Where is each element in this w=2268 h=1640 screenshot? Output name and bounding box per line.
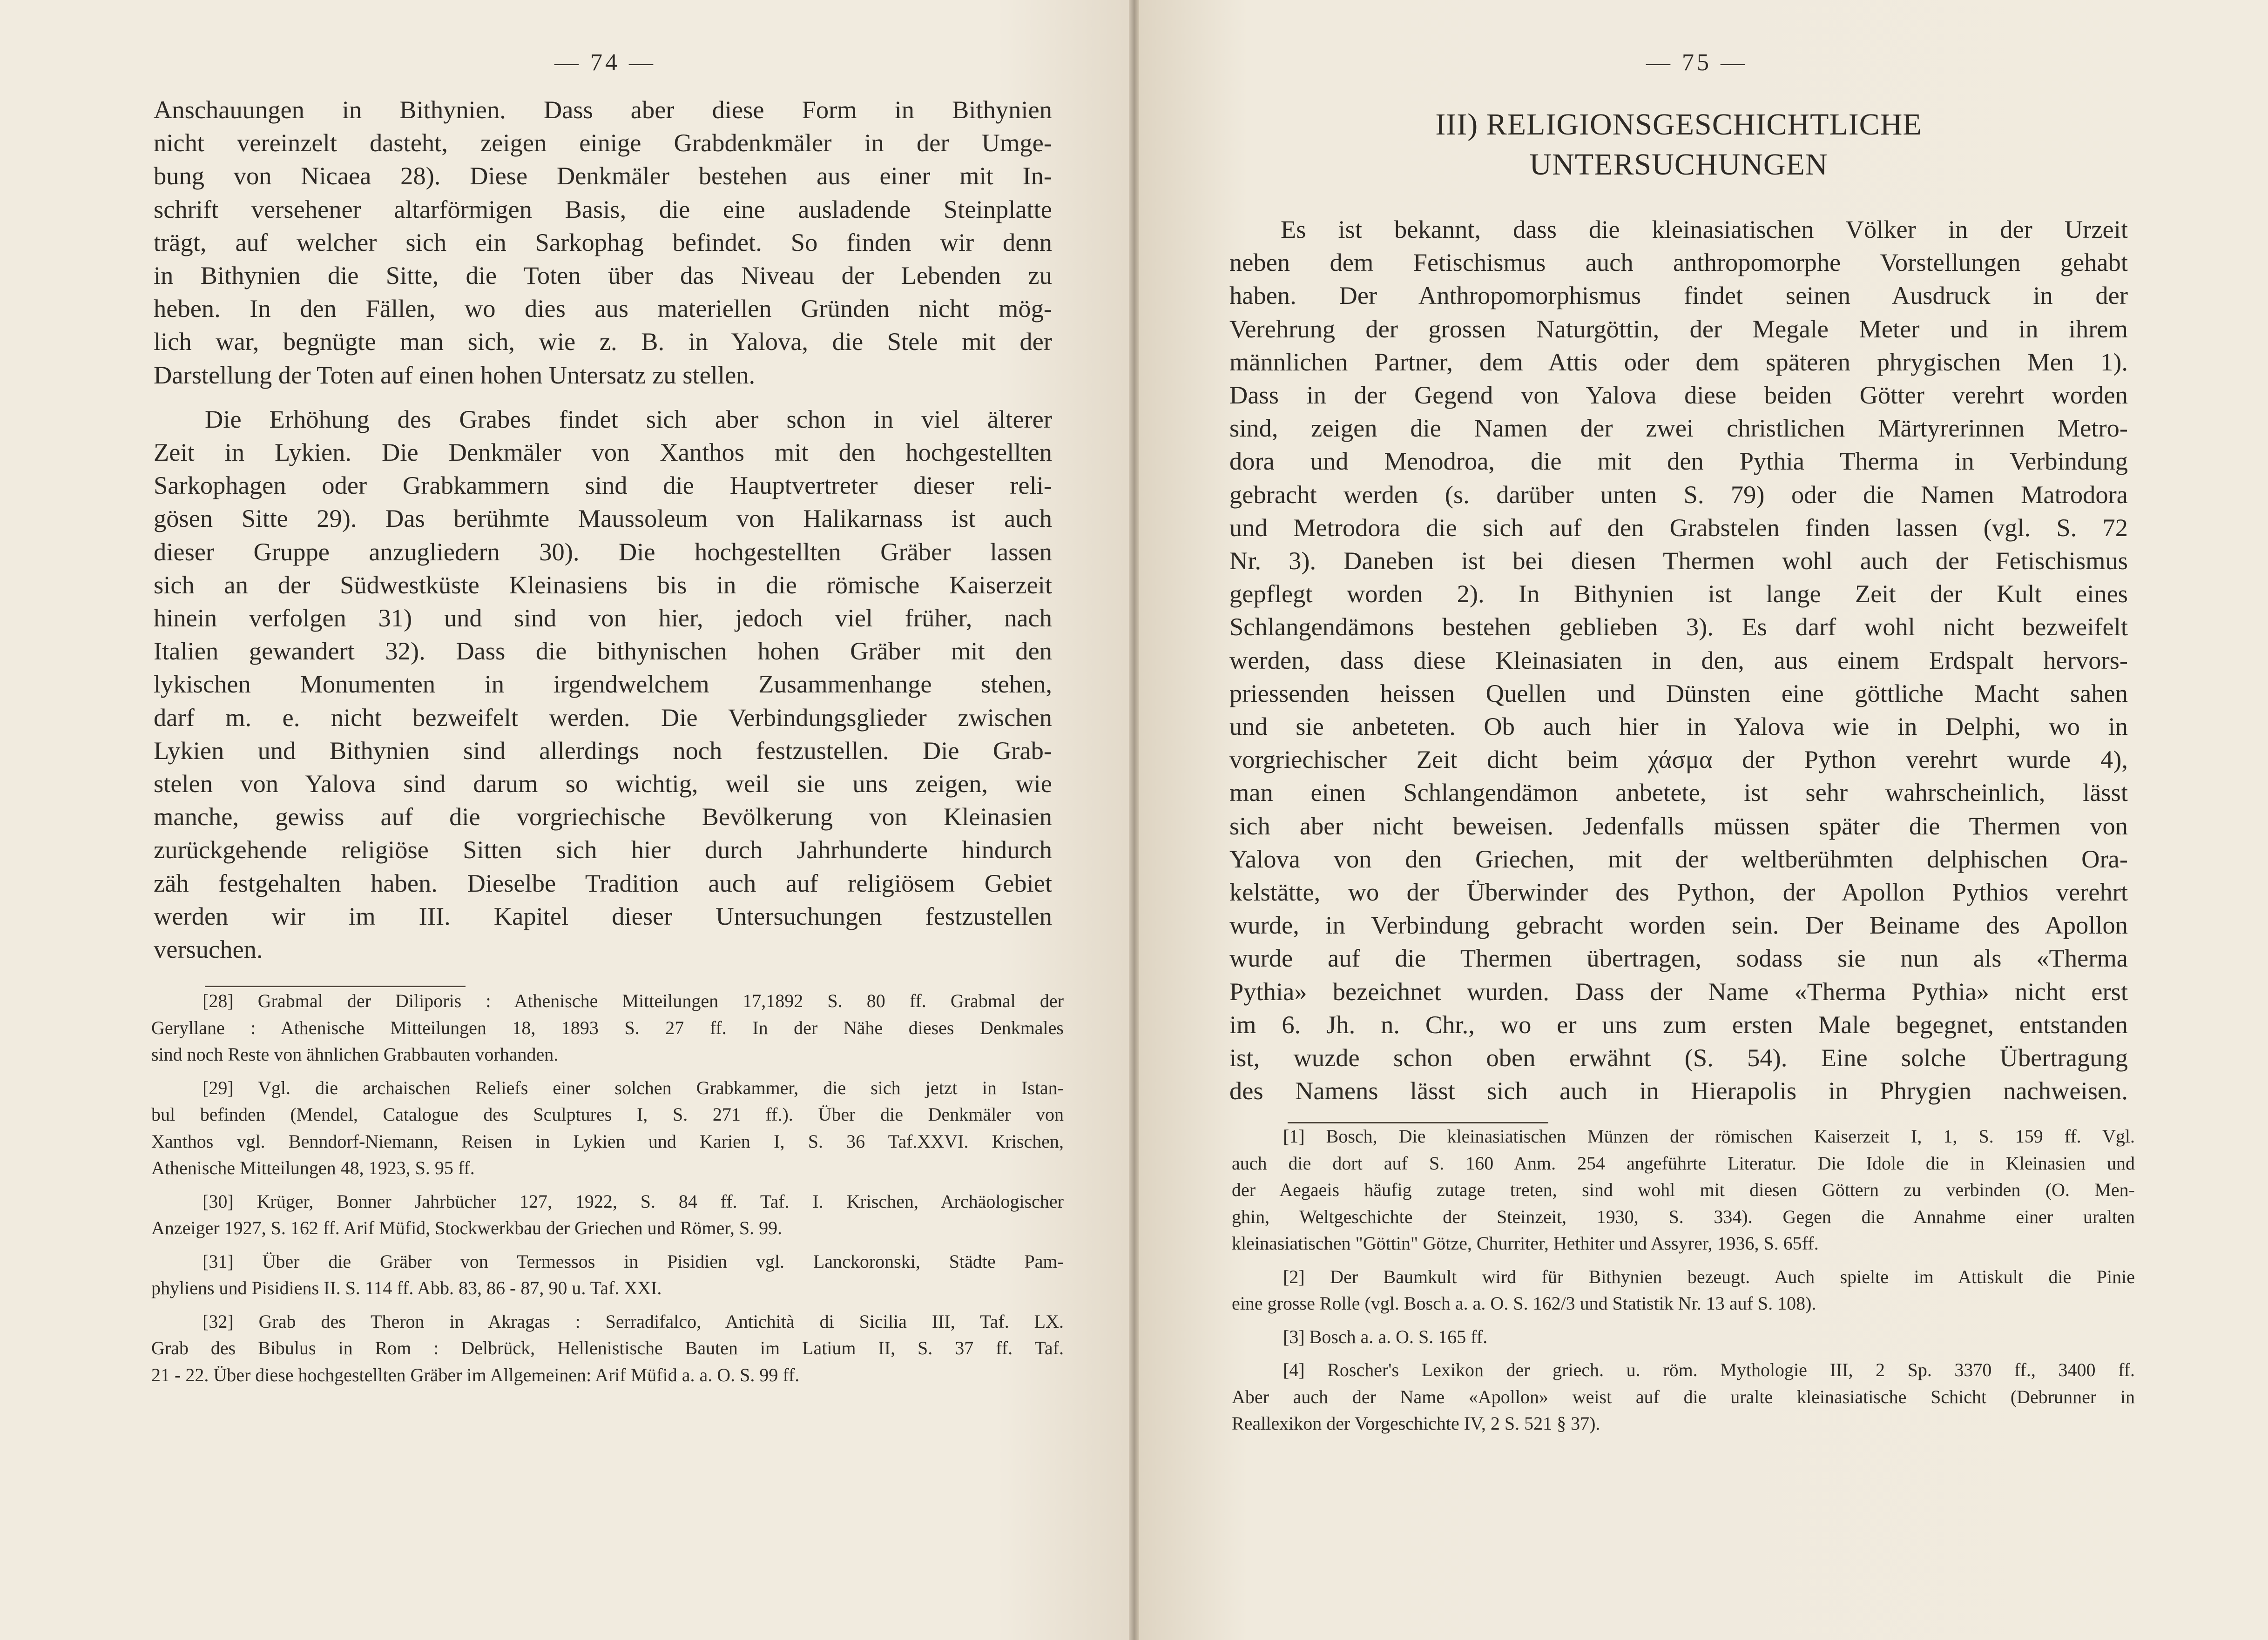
footnote [1232, 1123, 2135, 1257]
text-line: Anschauungen in Bithynien. Dass aber diese Form in Bithynien [154, 95, 1052, 124]
text-line: Verehrung der grossen Naturgöttin, der Megale Meter und in ihrem [1229, 314, 2128, 343]
footnote [1232, 1357, 2135, 1437]
text-line: trägt, auf welcher sich ein Sarkophag befindet. So finden wir denn [154, 228, 1052, 256]
text-line: Italien gewandert 32). Dass die bithynischen hohen Gräber mit den [154, 637, 1052, 665]
text-line: Die Erhöhung des Grabes findet sich aber schon in viel älterer [205, 404, 1052, 433]
text-line: vorgriechischer Zeit dicht beim χάσμα der Python verehrt wurde 4), [1229, 745, 2128, 774]
text-line: Lykien und Bithynien sind allerdings noch festzustellen. Die Grab- [154, 736, 1052, 765]
text-line: und Metrodora die sich auf den Grabstelen finden lassen (vgl. S. 72 [1229, 513, 2128, 542]
text-line: nicht vereinzelt dasteht, zeigen einige Grabdenkmäler in der Umge- [154, 128, 1052, 157]
footnote [151, 1248, 1064, 1302]
footnote-line: [28] Grabmal der Diliporis : Athenische Mitteilungen 17,1892 S. 80 ff. Grabmal der [202, 990, 1064, 1011]
text-line: Sarkophagen oder Grabkammern sind die Hauptvertreter dieser reli- [154, 471, 1052, 500]
footnote-line: [1] Bosch, Die kleinasiatischen Münzen der römischen Kaiserzeit I, 1, S. 159 ff. Vgl. [1283, 1126, 2135, 1147]
text-line: männlichen Partner, dem Attis oder dem späteren phrygischen Men 1). [1229, 347, 2128, 376]
text-line: des Namens lässt sich auch in Hierapolis in Phrygien nachweisen. [1229, 1076, 2128, 1105]
footnote-line: Grab des Bibulus in Rom : Delbrück, Hellenistische Bauten im Latium II, S. 37 ff. Taf. [151, 1338, 1064, 1358]
footnote-line: der Aegaeis häufig zutage treten, sind wohl mit diesen Göttern zu verbinden (O. Men- [1232, 1179, 2135, 1200]
footnote-line: Aber auch der Name «Apollon» weist auf die uralte kleinasiatische Schicht (Debrunner in [1232, 1386, 2135, 1407]
text-line: gösen Sitte 29). Das berühmte Maussoleum von Halikarnass ist auch [154, 504, 1052, 533]
footnote-line: [31] Über die Gräber von Termessos in Pisidien vgl. Lanckoronski, Städte Pam- [202, 1250, 1064, 1272]
footnote-line: kleinasiatischen "Göttin" Götze, Churriter, Hethiter und Assyrer, 1936, S. 65ff. [1232, 1233, 1819, 1254]
footnote-line: [3] Bosch a. a. O. S. 165 ff. [1283, 1326, 1488, 1347]
book-gutter [1129, 0, 1139, 1640]
footnote-line: Geryllane : Athenische Mitteilungen 18, 1893 S. 27 ff. In der Nähe dieses Denkmales [151, 1017, 1064, 1038]
text-line: lich war, begnügte man sich, wie z. B. in Yalova, die Stele mit der [154, 327, 1052, 356]
footnote-line: auch die dort auf S. 160 Anm. 254 angeführte Literatur. Die Idole die in Kleinasien und [1232, 1152, 2135, 1174]
paragraph [154, 93, 1052, 391]
text-line: wurde auf die Thermen übertragen, sodass sie nun als «Therma [1229, 944, 2128, 973]
text-line: und sie anbeteten. Ob auch hier in Yalova wie in Delphi, wo in [1229, 712, 2128, 741]
chapter-heading-line: III) RELIGIONSGESCHICHTLICHE [1435, 108, 1922, 141]
text-line: heben. In den Fällen, wo dies aus materiellen Gründen nicht mög- [154, 294, 1052, 323]
text-line: gebracht werden (s. darüber unten S. 79) oder die Namen Matrodora [1229, 480, 2128, 509]
text-line: stelen von Yalova sind darum so wichtig, weil sie uns zeigen, wie [154, 769, 1052, 798]
text-line: kelstätte, wo der Überwinder des Python, der Apollon Pythios verehrt [1229, 878, 2128, 907]
text-line: Pythia» bezeichnet wurden. Dass der Name «Therma Pythia» nicht erst [1229, 977, 2128, 1006]
text-line: zäh festgehalten haben. Dieselbe Tradition auch auf religiösem Gebiet [154, 868, 1052, 897]
footnote-line: 21 - 22. Über diese hochgestellten Gräber im Allgemeinen: Arif Müfid a. a. O. S. 99 ff. [151, 1364, 800, 1385]
body-text [1229, 213, 2128, 1107]
page-number: — 74 — [554, 49, 656, 76]
text-line: werden, dass diese Kleinasiaten in den, aus einem Erdspalt hervors- [1229, 645, 2128, 674]
text-line: dora und Menodroa, die mit den Pythia Therma in Verbindung [1229, 447, 2128, 476]
text-line: Nr. 3). Daneben ist bei diesen Thermen wohl auch der Fetischismus [1229, 546, 2128, 575]
text-line: Schlangendämons bestehen geblieben 3). Es darf wohl nicht bezweifelt [1229, 612, 2128, 641]
text-line: Zeit in Lykien. Die Denkmäler von Xanthos mit den hochgestellten [154, 438, 1052, 467]
footnote-line: Reallexikon der Vorgeschichte IV, 2 S. 521 § 37). [1232, 1413, 1600, 1434]
right-page [1134, 0, 2268, 1640]
text-line: versuchen. [154, 935, 263, 964]
footnote [151, 1308, 1064, 1389]
text-line: Es ist bekannt, dass die kleinasiatischen Völker in der Urzeit [1281, 215, 2128, 243]
text-line: zurückgehende religiöse Sitten sich hier durch Jahrhunderte hindurch [154, 835, 1052, 864]
chapter-heading-line: UNTERSUCHUNGEN [1529, 148, 1828, 181]
page-number: — 75 — [1646, 49, 1748, 76]
footnotes [151, 988, 1064, 1395]
footnote-line: ghin, Weltgeschichte der Steinzeit, 1930, S. 334). Gegen die Annahme einer uralten [1232, 1206, 2135, 1227]
footnotes [1232, 1123, 2135, 1444]
text-line: schrift versehener altarförmigen Basis, die eine ausladende Steinplatte [154, 195, 1052, 223]
footnote [151, 1075, 1064, 1182]
footnote [151, 1188, 1064, 1242]
text-line: priessenden heissen Quellen und Dünsten eine göttliche Macht sahen [1229, 679, 2128, 707]
paragraph [154, 403, 1052, 966]
footnote-divider [205, 986, 466, 987]
text-line: haben. Der Anthropomorphismus findet seinen Ausdruck in der [1229, 281, 2128, 310]
footnote [151, 988, 1064, 1068]
chapter-heading [1229, 105, 2128, 185]
text-line: dieser Gruppe anzugliedern 30). Die hochgestellten Gräber lassen [154, 537, 1052, 566]
text-line: neben dem Fetischismus auch anthropomorphe Vorstellungen gehabt [1229, 248, 2128, 277]
footnote-line: eine grosse Rolle (vgl. Bosch a. a. O. S. 162/3 und Statistik Nr. 13 auf S. 108). [1232, 1293, 1816, 1314]
text-line: Darstellung der Toten auf einen hohen Untersatz zu stellen. [154, 360, 756, 389]
text-line: man einen Schlangendämon anbetete, ist sehr wahrscheinlich, lässt [1229, 778, 2128, 807]
footnote-line: [2] Der Baumkult wird für Bithynien bezeugt. Auch spielte im Attiskult die Pinie [1283, 1266, 2135, 1287]
footnote-line: [4] Roscher's Lexikon der griech. u. röm. Mythologie III, 2 Sp. 3370 ff., 3400 ff. [1283, 1359, 2135, 1380]
footnote [1232, 1264, 2135, 1317]
text-line: darf m. e. nicht bezweifelt werden. Die Verbindungsglieder zwischen [154, 703, 1052, 732]
footnote-line: Anzeiger 1927, S. 162 ff. Arif Müfid, Stockwerkbau der Griechen und Römer, S. 99. [151, 1217, 783, 1238]
text-line: wurde, in Verbindung gebracht worden sein. Der Beiname des Apollon [1229, 911, 2128, 940]
footnote-line: phyliens und Pisidiens II. S. 114 ff. Abb. 83, 86 - 87, 90 u. Taf. XXI. [151, 1277, 662, 1298]
text-line: bung von Nicaea 28). Diese Denkmäler bestehen aus einer mit In- [154, 161, 1052, 190]
text-line: manche, gewiss auf die vorgriechische Bevölkerung von Kleinasien [154, 802, 1052, 831]
paragraph [1229, 213, 2128, 1107]
text-line: Dass in der Gegend von Yalova diese beiden Götter verehrt worden [1229, 381, 2128, 410]
footnote-line: [30] Krüger, Bonner Jahrbücher 127, 1922, S. 84 ff. Taf. I. Krischen, Archäologischer [202, 1190, 1064, 1212]
footnote-line: [32] Grab des Theron in Akragas : Serradifalco, Antichità di Sicilia III, Taf. LX. [202, 1311, 1064, 1332]
footnote [1232, 1324, 2135, 1351]
text-line: ist, wuzde schon oben erwähnt (S. 54). Eine solche Übertragung [1229, 1043, 2128, 1072]
text-line: in Bithynien die Sitte, die Toten über das Niveau der Lebenden zu [154, 261, 1052, 290]
text-line: sich aber nicht beweisen. Jedenfalls müssen später die Thermen von [1229, 811, 2128, 840]
text-line: hinein verfolgen 31) und sind von hier, jedoch viel früher, nach [154, 604, 1052, 632]
footnote-line: sind noch Reste von ähnlichen Grabbauten vorhanden. [151, 1044, 559, 1065]
footnote-line: bul befinden (Mendel, Catalogue des Sculptures I, S. 271 ff.). Über die Denkmäler von [151, 1104, 1064, 1125]
footnote-line: [29] Vgl. die archaischen Reliefs einer solchen Grabkammer, die sich jetzt in Istan- [202, 1077, 1064, 1098]
text-line: werden wir im III. Kapitel dieser Untersuchungen festzustellen [154, 901, 1052, 930]
text-line: gepflegt worden 2). In Bithynien ist lange Zeit der Kult eines [1229, 579, 2128, 608]
text-line: sind, zeigen die Namen der zwei christlichen Märtyrerinnen Metro- [1229, 414, 2128, 443]
footnote-line: Athenische Mitteilungen 48, 1923, S. 95 ff. [151, 1157, 475, 1178]
text-line: sich an der Südwestküste Kleinasiens bis in die römische Kaiserzeit [154, 570, 1052, 599]
text-line: im 6. Jh. n. Chr., wo er uns zum ersten Male begegnet, entstanden [1229, 1010, 2128, 1039]
footnote-line: Xanthos vgl. Benndorf-Niemann, Reisen in Lykien und Karien I, S. 36 Taf.XXVI. Krischen, [151, 1130, 1064, 1152]
text-line: lykischen Monumenten in irgendwelchem Zusammenhange stehen, [154, 670, 1052, 699]
text-line: Yalova von den Griechen, mit der weltberühmten delphischen Ora- [1229, 844, 2128, 873]
body-text [154, 93, 1052, 966]
